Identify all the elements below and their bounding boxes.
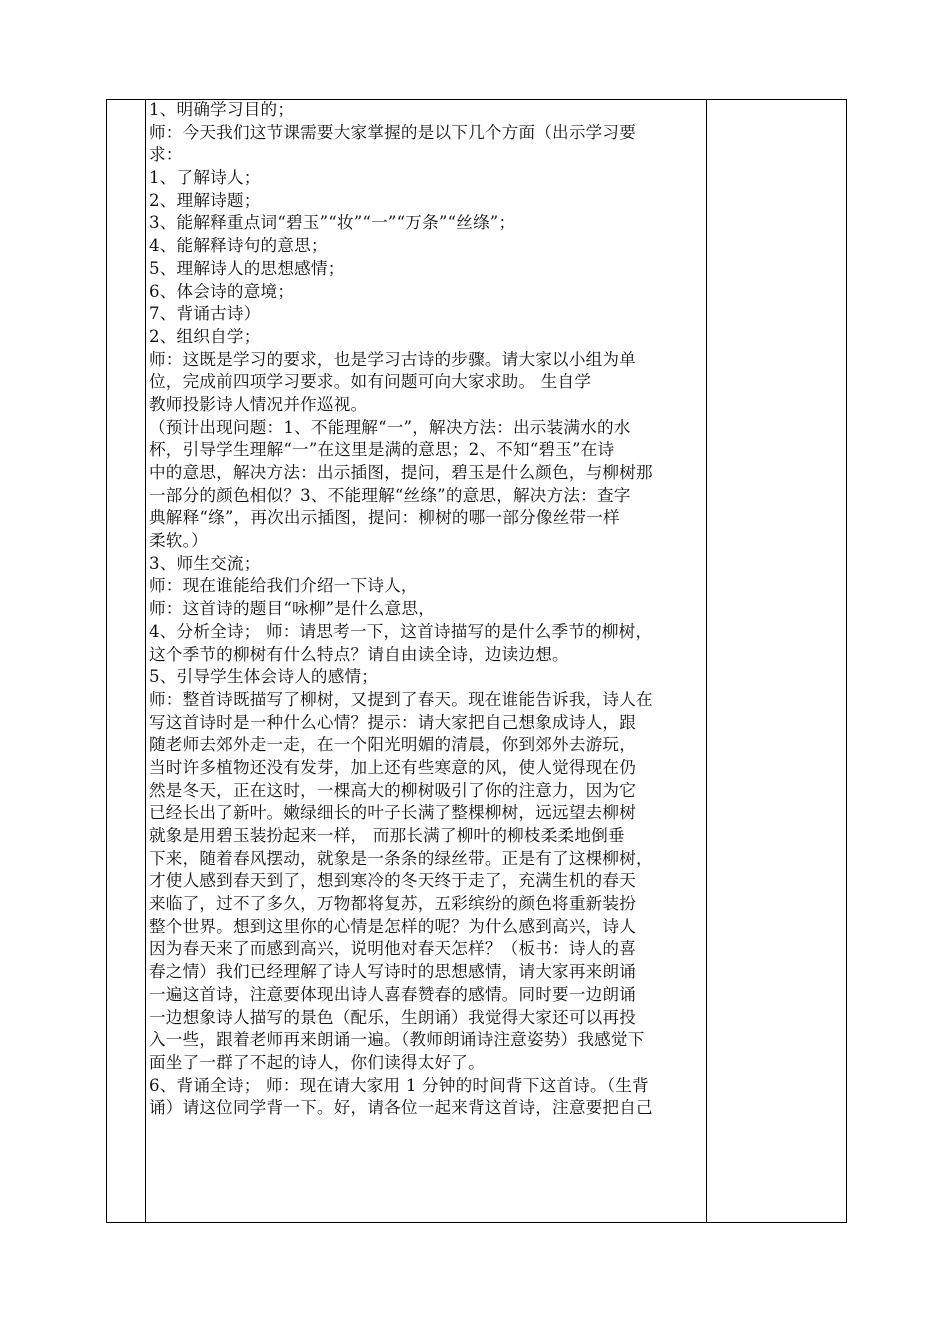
text-line: 随老师去郊外走一走，在一个阳光明媚的清晨，你到郊外去游玩， xyxy=(149,735,637,755)
text-line: 5、引导学生体会诗人的感情； xyxy=(149,667,379,687)
text-line: 2、组织自学； xyxy=(149,326,261,346)
text-line: 中的意思，解决方法：出示插图，提问，碧玉是什么颜色，与柳树那 xyxy=(149,463,653,482)
text-line: 才使人感到春天到了，想到寒冷的冬天终于走了，充满生机的春天 xyxy=(149,871,637,891)
text-line: 诵）请这位同学背一下。好，请各位一起来背这首诗，注意要把自己 xyxy=(149,1098,653,1118)
right-column-divider xyxy=(706,100,707,1222)
text-line: 入一些，跟着老师再来朗诵一遍。（教师朗诵诗注意姿势）我感觉下 xyxy=(149,1030,645,1050)
text-line: 1、了解诗人； xyxy=(149,168,261,188)
text-line: 杯，引导学生理解“一”在这里是满的意思；2、不知“碧玉”在诗 xyxy=(149,440,615,460)
text-line: 一部分的颜色相似？3、不能理解“丝绦”的意思，解决方法：查字 xyxy=(149,485,631,505)
text-line: 下来，随着春风摆动，就象是一条条的绿丝带。正是有了这棵柳树， xyxy=(149,848,653,868)
text-line: 这个季节的柳树有什么特点？请自由读全诗，边读边想。 xyxy=(149,644,569,664)
text-line: 3、能解释重点词“碧玉”“妆”“一”“万条”“丝绦”； xyxy=(149,213,516,233)
text-line: 1、明确学习目的； xyxy=(149,100,295,119)
text-line: 3、师生交流； xyxy=(149,553,261,573)
text-line: 师：这首诗的题目“咏柳”是什么意思， xyxy=(149,599,436,619)
text-line: 6、背诵全诗； 师：现在请大家用 1 分钟的时间背下这首诗。（生背 xyxy=(149,1075,649,1095)
text-line: 写这首诗时是一种什么心情？提示：请大家把自己想象成诗人，跟 xyxy=(149,712,637,732)
text-line: 整个世界。想到这里你的心情是怎样的呢？为什么感到高兴，诗人 xyxy=(149,916,637,936)
text-line: 就象是用碧玉装扮起来一样， 而那长满了柳叶的柳枝柔柔地倒垂 xyxy=(149,826,625,845)
text-line: 当时许多植物还没有发芽，加上还有些寒意的风，使人觉得现在仍 xyxy=(149,757,637,777)
text-line: 然是冬天，正在这时，一棵高大的柳树吸引了你的注意力，因为它 xyxy=(149,780,637,800)
text-line: 春之情）我们已经理解了诗人写诗时的思想感情，请大家再来朗诵 xyxy=(149,962,637,982)
text-line: 7、背诵古诗） xyxy=(149,304,261,324)
text-line: 已经长出了新叶。嫩绿细长的叶子长满了整棵柳树，远远望去柳树 xyxy=(149,803,637,823)
text-line: 师：今天我们这节课需要大家掌握的是以下几个方面（出示学习要 xyxy=(149,122,637,142)
text-line: 教师投影诗人情况并作巡视。 xyxy=(149,394,368,414)
text-line: （预计出现问题：1、不能理解“一”，解决方法：出示装满水的水 xyxy=(149,417,631,437)
text-line: 位，完成前四项学习要求。如有问题可向大家求助。 生自学 xyxy=(149,372,592,392)
text-line: 面坐了一群了不起的诗人，你们读得太好了。 xyxy=(149,1052,485,1072)
text-line: 师：现在谁能给我们介绍一下诗人， xyxy=(149,576,418,596)
text-line: 师：整首诗既描写了柳树，又提到了春天。现在谁能告诉我，诗人在 xyxy=(149,689,653,709)
text-line: 4、能解释诗句的意思； xyxy=(149,236,328,256)
lesson-content-cell xyxy=(146,99,706,1223)
text-line: 6、体会诗的意境； xyxy=(149,281,295,301)
text-line: 因为春天来了而感到高兴，说明他对春天怎样？（板书：诗人的喜 xyxy=(149,939,637,959)
text-line: 师：这既是学习的要求，也是学习古诗的步骤。请大家以小组为单 xyxy=(149,349,637,369)
text-line: 一边想象诗人描写的景色（配乐，生朗诵）我觉得大家还可以再投 xyxy=(149,1007,637,1027)
text-line: 来临了，过不了多久，万物都将复苏，五彩缤纷的颜色将重新装扮 xyxy=(149,894,637,914)
text-line: 2、理解诗题； xyxy=(149,190,261,210)
text-line: 求： xyxy=(149,145,183,165)
text-line: 柔软。） xyxy=(149,531,208,551)
text-line: 5、理解诗人的思想感情； xyxy=(149,258,345,278)
text-line: 一遍这首诗，注意要体现出诗人喜春赞春的感情。同时要一边朗诵 xyxy=(149,984,637,1004)
text-line: 4、分析全诗； 师：请思考一下，这首诗描写的是什么季节的柳树， xyxy=(149,621,653,641)
text-line: 典解释“绦”，再次出示插图，提问：柳树的哪一部分像丝带一样 xyxy=(149,508,620,528)
